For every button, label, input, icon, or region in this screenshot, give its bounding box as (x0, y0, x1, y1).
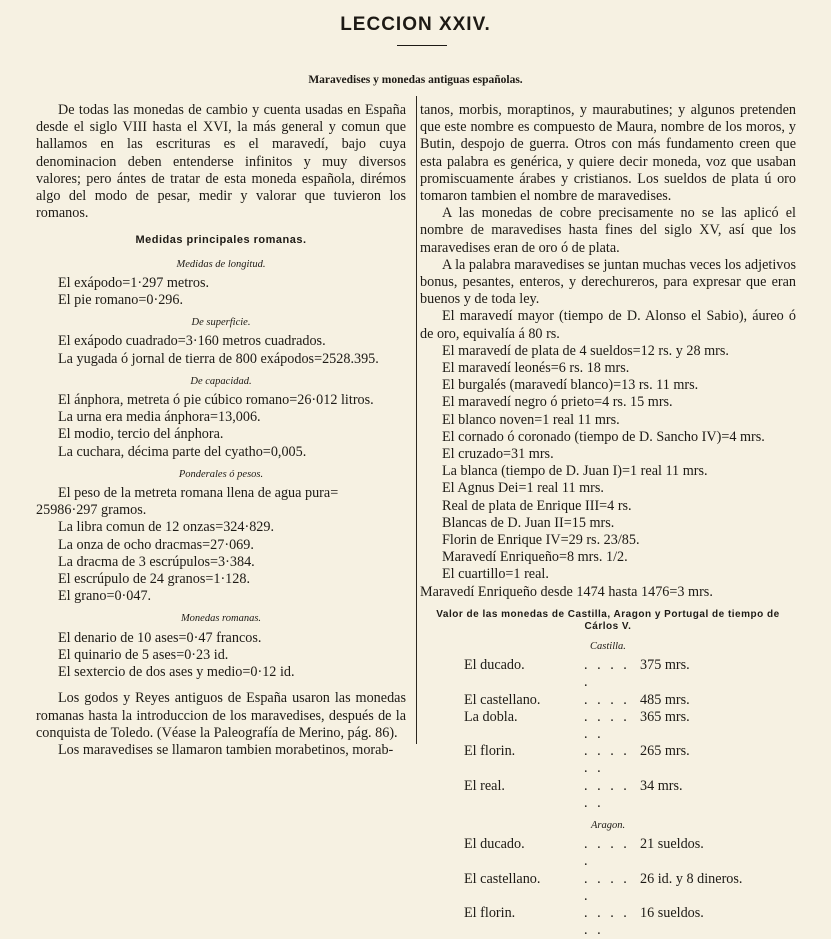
leader-dots: . . . . . (584, 870, 630, 904)
intro-paragraph: De todas las monedas de cambio y cuenta usadas en España desde el siglo VIII hasta el XVI, la más general y comun que hallamos en las escrituras es el maravedí, bajo cuya denominacion deben entenderse infinitos y muy diversos valores; pero ántes de tratar de esta moneda española, dirémos algo del modo de pesar, medir y valorar que tuvieron los romanos. (36, 102, 406, 222)
coin-name: El castellano. (464, 870, 541, 887)
list-item: El peso de la metreta romana llena de agua pura= (58, 485, 339, 502)
list-item: 25986·297 gramos. (36, 502, 147, 519)
list-item: La urna era media ánphora=13,006. (58, 409, 261, 426)
leader-dots: . . . . . . (584, 743, 630, 777)
right-column (420, 102, 796, 939)
coin-name: El florin. (464, 904, 516, 921)
capacidad-label: De capacidad. (190, 375, 252, 387)
value-line: El maravedí leonés=6 rs. 18 mrs. (442, 360, 630, 377)
list-item: El denario de 10 ases=0·47 francos. (58, 629, 262, 646)
list-item: El exápodo cuadrado=3·160 metros cuadrados. (58, 333, 326, 350)
longitud-label: Medidas de longitud. (176, 258, 266, 270)
table-row (420, 905, 796, 939)
list-item: El quinario de 5 ases=0·23 id. (58, 646, 229, 663)
value-line: El blanco noven=1 real 11 mrs. (442, 411, 620, 428)
value-line: Real de plata de Enrique III=4 rs. (442, 497, 632, 514)
pesos-label: Ponderales ó pesos. (178, 468, 264, 480)
list-item: El exápodo=1·297 metros. (58, 274, 210, 291)
value-line: El cuartillo=1 real. (442, 566, 549, 583)
last-line: Los maravedises se llamaron tambien morabetinos, morab- (58, 741, 394, 758)
cobre-paragraph: A las monedas de cobre precisamente no se las aplicó el nombre de maravedises hasta fines del siglo XV, así que los maravedises eran de oro ó de plata. (420, 205, 796, 256)
table-heading: Valor de las monedas de Castilla, Aragon y Portugal de tiempo de Cárlos V. (436, 608, 780, 632)
leader-dots: . . . . . . (584, 708, 630, 742)
leader-dots: . . . . . . (584, 777, 630, 811)
coin-value: 21 sueldos. (640, 836, 704, 853)
list-item: La yugada ó jornal de tierra de 800 exápodos=2528.395. (58, 350, 379, 367)
coin-name: El ducado. (464, 657, 525, 674)
list-item: El ánphora, metreta ó pie cúbico romano=26·012 litros. (58, 392, 374, 409)
value-line: El maravedí de plata de 4 sueldos=12 rs. y 28 mrs. (442, 342, 729, 359)
value-line: El cornado ó coronado (tiempo de D. Sancho IV)=4 mrs. (442, 428, 765, 445)
table-row (420, 743, 796, 777)
list-item: El pie romano=0·296. (58, 292, 184, 309)
coin-name: El real. (464, 777, 505, 794)
value-line: Blancas de D. Juan II=15 mrs. (442, 514, 615, 531)
table-row (420, 871, 796, 905)
value-line: El burgalés (maravedí blanco)=13 rs. 11 mrs. (442, 377, 699, 394)
coin-value: 375 mrs. (640, 657, 690, 674)
page-title: LECCION XXIV. (340, 14, 491, 35)
coin-name: El ducado. (464, 836, 525, 853)
aragon-label: Aragon. (590, 819, 626, 831)
table-row (420, 657, 796, 691)
value-line: El maravedí negro ó prieto=4 rs. 15 mrs. (442, 394, 673, 411)
table-row (420, 692, 796, 709)
monedas-label: Monedas romanas. (180, 613, 262, 625)
coin-value: 265 mrs. (640, 743, 690, 760)
list-item: El sextercio de dos ases y medio=0·12 id. (58, 664, 295, 681)
coin-name: El florin. (464, 743, 516, 760)
leader-dots: . . . . (584, 691, 630, 708)
value-line: La blanca (tiempo de D. Juan I)=1 real 11 mrs. (442, 463, 708, 480)
list-item: El grano=0·047. (58, 588, 152, 605)
continuation-paragraph: tanos, morbis, moraptinos, y maurabutines; y algunos pretenden que este nombre es compuesto de Maura, nombre de los moros, y Butin, despojo de guerra. Otros con más fundamento creen que esta palabra es genérica, y quiere decir moneda, voz que usaban promiscuamente árabes y cristianos. Los sueldos de plata ú oro tomaron tambien el nombre de maravedises. (420, 102, 796, 205)
list-item: La cuchara, décima parte del cyatho=0,005. (58, 443, 307, 460)
table-row (420, 778, 796, 812)
coin-value: 485 mrs. (640, 691, 690, 708)
coin-name: El castellano. (464, 691, 541, 708)
value-line: Florin de Enrique IV=29 rs. 23/85. (442, 532, 640, 549)
list-item: El escrúpulo de 24 granos=1·128. (58, 571, 251, 588)
mayor-paragraph: El maravedí mayor (tiempo de D. Alonso el Sabio), áureo ó de oro, equivalía á 80 rs. (420, 308, 796, 342)
coin-value: 34 mrs. (640, 777, 683, 794)
castilla-label: Castilla. (590, 640, 626, 652)
leader-dots: . . . . . (584, 836, 630, 870)
list-item: El modio, tercio del ánphora. (58, 426, 224, 443)
table-row (420, 709, 796, 743)
superficie-label: De superficie. (191, 317, 251, 329)
list-item: La libra comun de 12 onzas=324·829. (58, 519, 275, 536)
value-line: Maravedí Enriqueño=8 mrs. 1/2. (442, 549, 628, 566)
leader-dots: . . . . . (584, 657, 630, 691)
table-row (420, 836, 796, 870)
coin-value: 365 mrs. (640, 708, 690, 725)
coin-value: 16 sueldos. (640, 904, 704, 921)
list-item: La dracma de 3 escrúpulos=3·384. (58, 553, 255, 570)
value-line: El cruzado=31 mrs. (442, 446, 554, 463)
godos-paragraph: Los godos y Reyes antiguos de España usaron las monedas romanas hasta la introduccion de los maravedises, después de la conquista de Toledo. (Véase la Paleografía de Merino, pág. 86). (36, 690, 406, 741)
section-title: Maravedises y monedas antiguas españolas. (308, 74, 523, 86)
list-item: La onza de ocho dracmas=27·069. (58, 536, 254, 553)
coin-value: 26 id. y 8 dineros. (640, 870, 743, 887)
title-rule (397, 45, 447, 46)
value-line: Maravedí Enriqueño desde 1474 hasta 1476=3 mrs. (420, 583, 713, 600)
column-divider (416, 96, 417, 744)
measures-heading: Medidas principales romanas. (135, 234, 307, 247)
coin-name: La dobla. (464, 708, 518, 725)
left-column (36, 102, 406, 759)
palabra-paragraph: A la palabra maravedises se juntan muchas veces los adjetivos bonus, pesantes, enteros, y derechureros, para expresar que eran buenos y de toda ley. (420, 256, 796, 308)
value-line: El Agnus Dei=1 real 11 mrs. (442, 480, 604, 497)
leader-dots: . . . . . . (584, 904, 630, 939)
